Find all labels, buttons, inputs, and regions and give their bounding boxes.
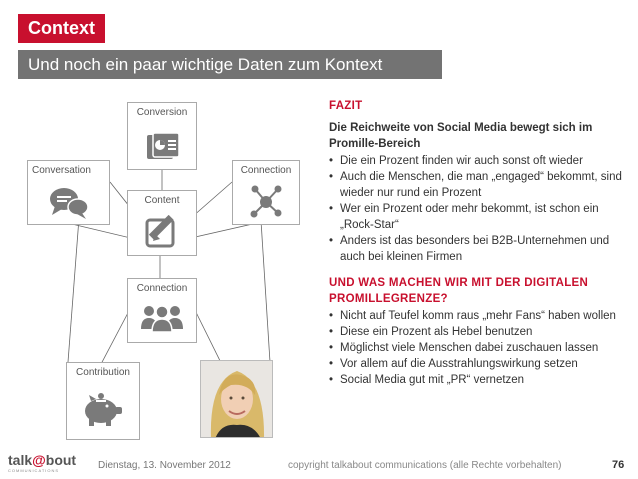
logo-text-pre: talk (8, 452, 33, 468)
list-item: • Nicht auf Teufel komm raus „mehr Fans“ haben wollen (329, 308, 629, 324)
network-nodes-icon (249, 183, 283, 219)
chat-bubbles-icon (49, 186, 89, 220)
list-item: • Vor allem auf die Ausstrahlungswirkung setzen (329, 356, 629, 372)
piggy-bank-icon (81, 393, 125, 427)
logo-text-post: bout (45, 452, 77, 468)
list-item: • Social Media gut mit „PR“ vernetzen (329, 372, 629, 388)
content-label: Content (144, 195, 180, 206)
digital-bullet-list (329, 308, 629, 388)
footer-copyright: copyright talkabout communications (alle Rechte vorbehalten) (288, 460, 562, 471)
edit-pencil-icon (145, 215, 179, 249)
list-item: • Die ein Prozent finden wir auch sonst oft wieder (329, 153, 629, 169)
logo-at-sign: @ (32, 452, 46, 468)
connection-bottom-box (127, 278, 197, 343)
contribution-box (66, 362, 140, 440)
connection-bottom-label: Connection (136, 283, 188, 294)
footer-date: Dienstag, 13. November 2012 (98, 460, 231, 471)
list-item: • Anders ist das besonders bei B2B-Unternehmen und auch bei kleinen Firmen (329, 233, 629, 265)
person-portrait-image (201, 361, 273, 438)
list-item: • Diese ein Prozent als Hebel benutzen (329, 324, 629, 340)
section-tag: Context (18, 14, 105, 43)
fazit-bullet-list (329, 153, 629, 265)
connection-top-label: Connection (240, 165, 292, 176)
social-media-diagram (0, 0, 320, 460)
conversion-box (127, 102, 197, 170)
list-item: • Auch die Menschen, die man „engaged“ bekommt, sind wieder nur rund ein Prozent (329, 169, 629, 201)
contribution-label: Contribution (76, 367, 130, 378)
fazit-heading: FAZIT (329, 100, 363, 112)
conversation-label: Conversation (32, 165, 91, 176)
logo-subtitle: COMMUNICATIONS (8, 468, 60, 473)
conversation-box (27, 160, 110, 225)
digital-heading: UND WAS MACHEN WIR MIT DER DIGITALEN PROMILLEGRENZE? (329, 277, 589, 305)
list-item: • Möglichst viele Menschen dabei zuschauen lassen (329, 340, 629, 356)
page-number: 76 (612, 459, 625, 471)
fazit-lead: Die Reichweite von Social Media bewegt sich im Promille-Bereich (329, 122, 593, 150)
list-item: • Wer ein Prozent oder mehr bekommt, ist schon ein „Rock-Star“ (329, 201, 629, 233)
conversion-label: Conversion (136, 107, 188, 118)
document-icon (145, 133, 179, 163)
text-column (329, 98, 629, 388)
company-logo (8, 452, 76, 468)
content-box (127, 190, 197, 256)
person-photo (200, 360, 273, 438)
slide-subtitle: Und noch ein paar wichtige Daten zum Kontext (18, 50, 442, 79)
people-group-icon (140, 303, 184, 333)
connection-top-box (232, 160, 300, 225)
